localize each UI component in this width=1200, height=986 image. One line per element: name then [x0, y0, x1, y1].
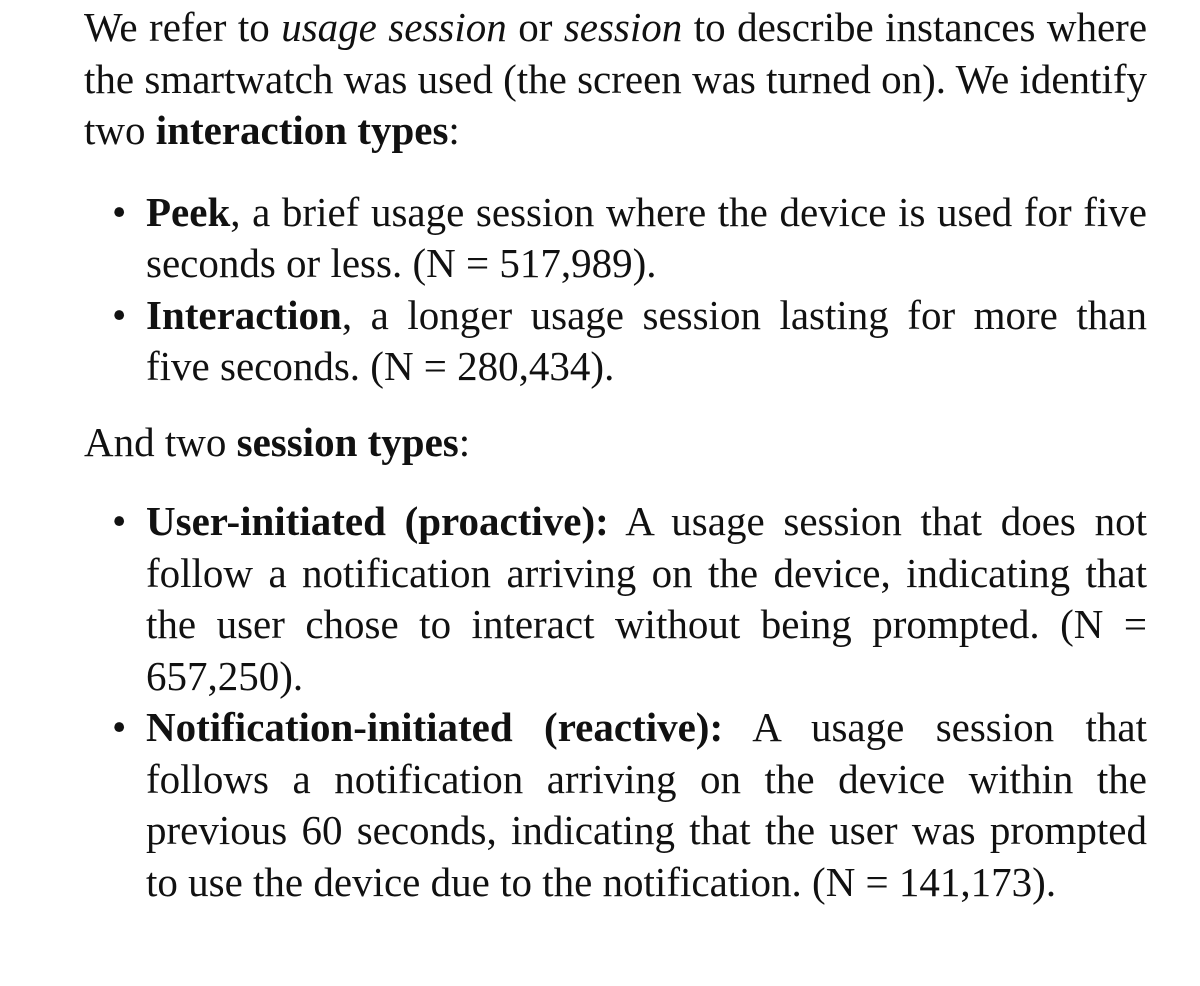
session-intro-text-1: And two	[84, 418, 237, 465]
intro-text-2: or	[506, 4, 564, 50]
bullet-icon: •	[112, 704, 127, 750]
session-types-paragraph	[84, 417, 1147, 469]
list-item-text: , a brief usage session where the device is used for five seconds or less. (N = 517,989).	[146, 188, 1147, 286]
list-item-text: A usage session that does not follow a notification arriving on the device, indicating that the user chose to interact without being prompted. (N = 657,250).	[146, 498, 1147, 699]
list-item-text: , a longer usage session lasting for more than five seconds. (N = 280,434).	[146, 291, 1147, 389]
list-item-term: Peek	[146, 188, 231, 235]
document-excerpt	[84, 2, 1147, 908]
list-item-user-initiated	[112, 496, 1147, 702]
list-item-peek	[112, 187, 1147, 290]
list-item-term: Notification-initiated (reactive):	[146, 704, 724, 750]
bullet-icon: •	[112, 188, 127, 235]
bullet-icon: •	[112, 291, 127, 338]
session-types-list	[84, 496, 1147, 908]
intro-text-1: We refer to	[84, 4, 282, 50]
intro-text-3: to describe instances where the smartwatch was used (the screen was turned on). We identify two	[84, 4, 1148, 153]
term-usage-session: usage session	[281, 4, 507, 50]
term-session-types: session types	[236, 418, 459, 465]
term-session: session	[563, 4, 683, 50]
intro-text-4: :	[448, 107, 460, 153]
list-item-term: User-initiated (proactive):	[146, 498, 609, 544]
list-item-interaction	[112, 290, 1147, 393]
interaction-types-list	[84, 187, 1147, 393]
session-intro-text-2: :	[458, 418, 471, 465]
bullet-icon: •	[112, 498, 127, 544]
term-interaction-types: interaction types	[155, 107, 449, 153]
list-item-term: Interaction	[146, 291, 342, 338]
intro-paragraph	[84, 2, 1147, 157]
list-item-text: A usage session that follows a notification arriving on the device within the previous 60 seconds, indicating that the user was prompted to use the device due to the notification. (N = 141,173).	[146, 704, 1148, 905]
list-item-notification-initiated	[112, 702, 1148, 908]
